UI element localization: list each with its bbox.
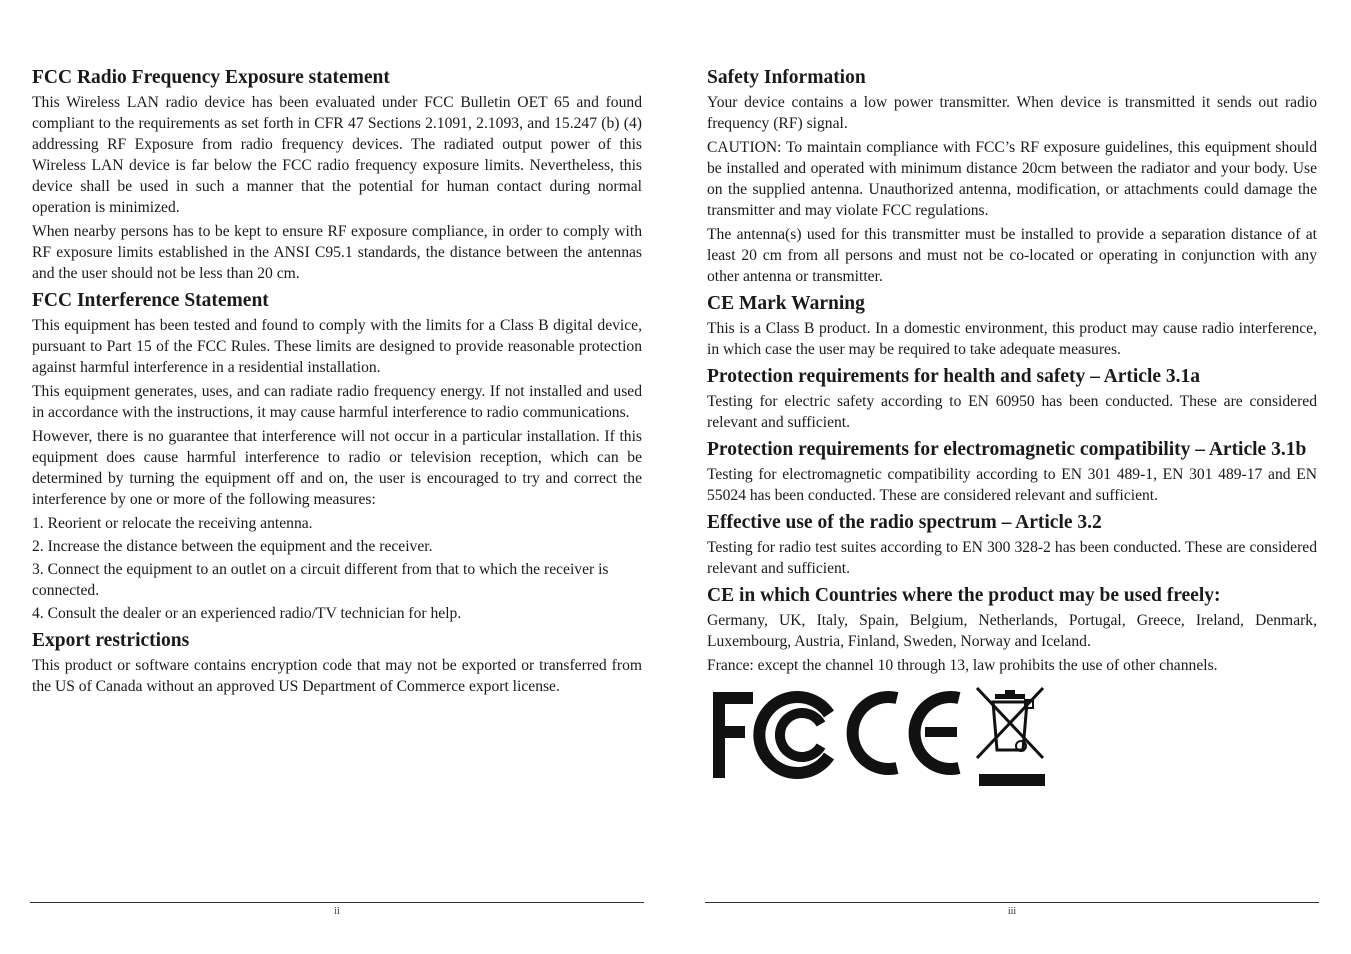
section-article-3-2: [707, 511, 1317, 579]
section-article-3-1b: [707, 438, 1317, 506]
section-fcc-rf-exposure: [32, 66, 642, 284]
list-item: 2. Increase the distance between the equipment and the receiver.: [32, 538, 433, 555]
list-item: 3. Connect the equipment to an outlet on a circuit different from that to which the receiver is connected.: [32, 561, 609, 599]
section-title: Safety Information: [707, 67, 866, 88]
page-number: ii: [334, 906, 340, 917]
section-export-restrictions: [32, 629, 642, 697]
paragraph: However, there is no guarantee that interference will not occur in a particular installation. If this equipment does cause harmful interference to radio or television reception, which can be determined by turning the equipment off and on, the user is encouraged to try and correct the interference by one or more of the following measures:: [32, 428, 642, 508]
left-page-footer: [30, 902, 644, 923]
section-ce-mark-warning: [707, 292, 1317, 360]
section-title: FCC Radio Frequency Exposure statement: [32, 67, 390, 88]
section-ce-countries: [707, 584, 1317, 676]
weee-bin-icon: [971, 684, 1051, 788]
right-page: [707, 66, 1317, 788]
paragraph: This Wireless LAN radio device has been evaluated under FCC Bulletin OET 65 and found compliant to the requirements as set forth in CFR 47 Sections 2.1091, 2.1093, and 15.247 (b) (4) addressing RF Exposure from radio frequency devices. The radiated output power of this Wireless LAN device is far below the FCC radio frequency exposure limits. Nevertheless, this device shall be used in such a manner that the potential for human contact during normal operation is minimized.: [32, 94, 642, 216]
paragraph: This equipment generates, uses, and can radiate radio frequency energy. If not installed and used in accordance with the instructions, it may cause harmful interference to radio communications.: [32, 383, 642, 421]
paragraph: CAUTION: To maintain compliance with FCC’s RF exposure guidelines, this equipment should be installed and operated with minimum distance 20cm between the radiator and your body. Use on the supplied antenna. Unauthorized antenna, modification, or attachments could damage the transmitter and may violate FCC regulations.: [707, 139, 1317, 219]
section-title: Effective use of the radio spectrum – Article 3.2: [707, 512, 1102, 533]
paragraph: France: except the channel 10 through 13, law prohibits the use of other channels.: [707, 657, 1218, 674]
paragraph: Your device contains a low power transmitter. When device is transmitted it sends out radio frequency (RF) signal.: [707, 94, 1317, 132]
certification-logos: [711, 684, 1317, 788]
section-title: Export restrictions: [32, 630, 190, 651]
paragraph: Testing for electromagnetic compatibility according to EN 301 489-1, EN 301 489-17 and EN 55024 has been conducted. These are considered relevant and sufficient.: [707, 466, 1317, 504]
paragraph: Germany, UK, Italy, Spain, Belgium, Netherlands, Portugal, Greece, Ireland, Denmark, Luxembourg, Austria, Finland, Sweden, Norway and Iceland.: [707, 612, 1317, 650]
paragraph: The antenna(s) used for this transmitter must be installed to provide a separation distance of at least 20 cm from all persons and must not be co-located or operating in conjunction with any other antenna or transmitter.: [707, 226, 1317, 285]
section-fcc-interference: [32, 289, 642, 624]
paragraph: Testing for radio test suites according to EN 300 328-2 has been conducted. These are considered relevant and sufficient.: [707, 539, 1317, 577]
left-page: [32, 66, 642, 702]
paragraph: This equipment has been tested and found to comply with the limits for a Class B digital device, pursuant to Part 15 of the FCC Rules. These limits are designed to provide reasonable protection against harmful interference in a residential installation.: [32, 317, 642, 376]
right-page-footer: [705, 902, 1319, 923]
section-safety-information: [707, 66, 1317, 287]
list-item: 4. Consult the dealer or an experienced radio/TV technician for help.: [32, 605, 462, 622]
section-title: Protection requirements for health and safety – Article 3.1a: [707, 366, 1201, 387]
paragraph: This is a Class B product. In a domestic environment, this product may cause radio interference, in which case the user may be required to take adequate measures.: [707, 320, 1317, 358]
section-article-3-1a: [707, 365, 1317, 433]
paragraph: When nearby persons has to be kept to ensure RF exposure compliance, in order to comply with RF exposure limits established in the ANSI C95.1 standards, the distance between the antennas and the user should not be less than 20 cm.: [32, 223, 642, 282]
page-number: iii: [1007, 906, 1017, 917]
paragraph: Testing for electric safety according to EN 60950 has been conducted. These are considered relevant and sufficient.: [707, 393, 1317, 431]
list-item: 1. Reorient or relocate the receiving antenna.: [32, 515, 313, 532]
ce-mark-icon: [839, 684, 971, 780]
section-title: CE Mark Warning: [707, 293, 865, 314]
section-title: FCC Interference Statement: [32, 290, 269, 311]
section-title: Protection requirements for electromagnetic compatibility – Article 3.1b: [707, 439, 1307, 460]
section-title: CE in which Countries where the product may be used freely:: [707, 585, 1221, 606]
fcc-logo-icon: [711, 684, 839, 780]
paragraph: This product or software contains encryption code that may not be exported or transferred from the US of Canada without an approved US Department of Commerce export license.: [32, 657, 642, 695]
